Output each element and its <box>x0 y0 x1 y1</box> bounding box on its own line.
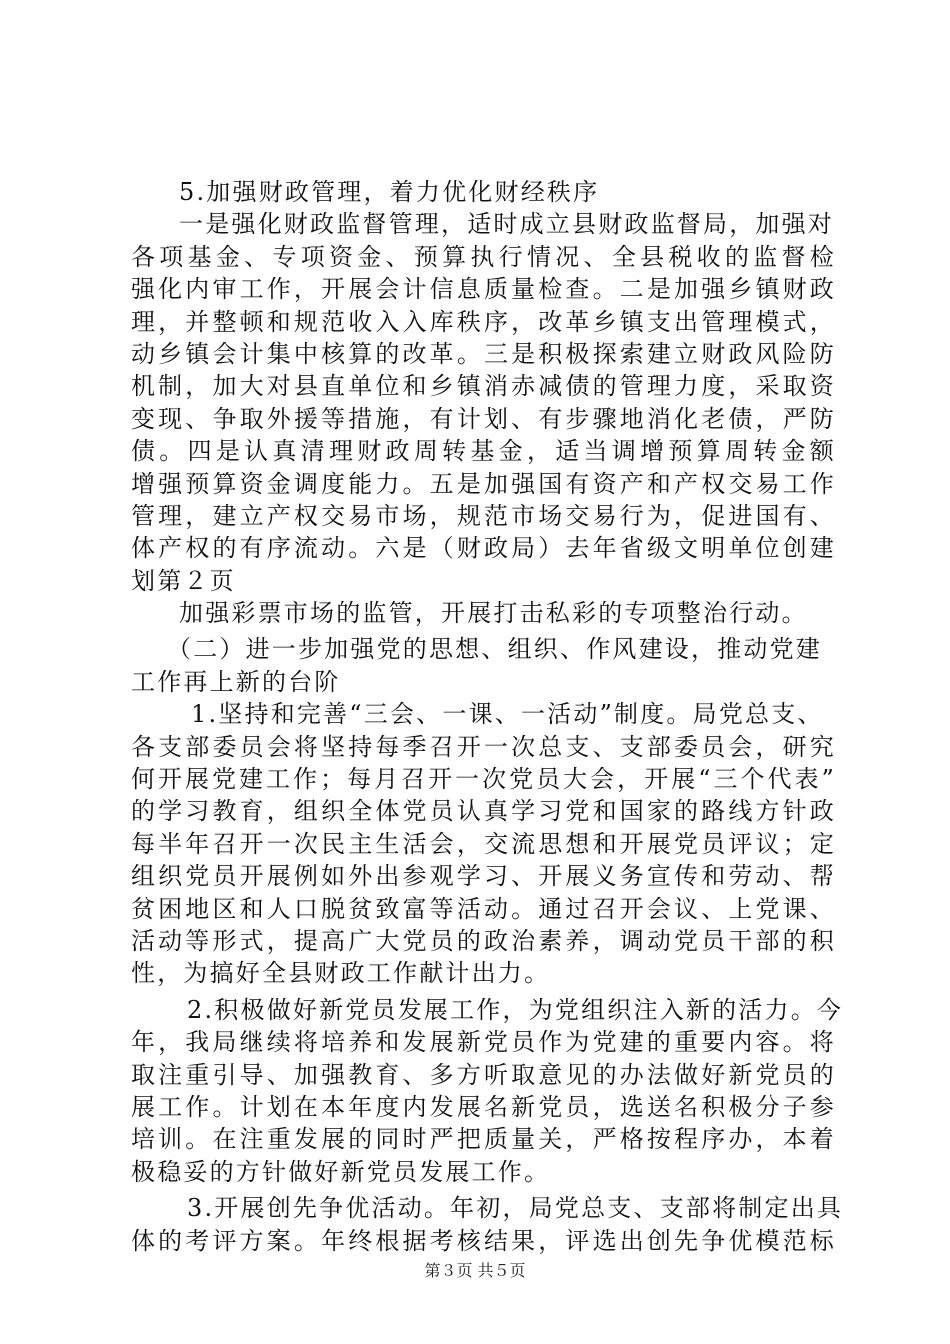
paragraph-line: 每半年召开一次民主生活会，交流思想和开展党员评议；定 <box>131 829 836 858</box>
paragraph-line: 展工作。计划在本年度内发展名新党员，选送名积极分子参 <box>131 1092 836 1121</box>
paragraph-line: 取注重引导、加强教育、多方听取意见的办法做好新党员的 <box>131 1060 836 1089</box>
paragraph-line: 增强预算资金调度能力。五是加强国有资产和产权交易工作 <box>131 469 836 498</box>
item-heading-3: 3.开展创先争优活动。年初，局党总支、支部将制定出具 <box>187 1194 844 1223</box>
paragraph-line: 一是强化财政监督管理，适时成立县财政监督局，加强对 <box>179 210 834 239</box>
paragraph-line: 管理，建立产权交易市场，规范市场交易行为，促进国有、 <box>131 501 836 530</box>
paragraph-line: 加强彩票市场的监管，开展打击私彩的专项整治行动。 <box>179 599 808 628</box>
paragraph-line: 各支部委员会将坚持每季召开一次总支、支部委员会，研究 <box>131 732 836 761</box>
paragraph-line: 变现、争取外援等措施，有计划、有步骤地消化老债，严防 <box>131 404 836 433</box>
item-heading-1: 1.坚持和完善“三会、一课、一活动”制度。局党总支、 <box>191 700 824 729</box>
paragraph-line: 体的考评方案。年终根据考核结果，评选出创先争优模范标 <box>131 1226 836 1255</box>
paragraph-line: 活动等形式，提高广大党员的政治素养，调动党员干部的积 <box>131 926 836 955</box>
paragraph-line: 贫困地区和人口脱贫致富等活动。通过召开会议、上党课、 <box>131 894 836 923</box>
paragraph-line: 培训。在注重发展的同时严把质量关，严格按程序办，本着 <box>131 1125 836 1154</box>
section-heading-5: 5.加强财政管理，着力优化财经秩序 <box>179 178 600 206</box>
paragraph-line: 强化内审工作，开展会计信息质量检查。二是加强乡镇财政 <box>131 275 836 304</box>
document-body <box>131 176 844 1257</box>
section-heading-2-cont: 工作再上新的台阶 <box>131 667 341 696</box>
paragraph-line: 划第２页 <box>131 566 236 595</box>
item-heading-2: 2.积极做好新党员发展工作，为党组织注入新的活力。今 <box>187 995 844 1024</box>
paragraph-line: 何开展党建工作；每月召开一次党员大会，开展“三个代表” <box>131 765 836 794</box>
paragraph-line: 动乡镇会计集中核算的改革。三是积极探索建立财政风险防 <box>131 339 836 368</box>
paragraph-line: 极稳妥的方针做好新党员发展工作。 <box>131 1157 551 1186</box>
paragraph-line: 理，并整顿和规范收入入库秩序，改革乡镇支出管理模式， <box>131 307 836 336</box>
section-heading-2: （二）进一步加强党的思想、组织、作风建设，推动党建 <box>167 635 822 664</box>
paragraph-line: 性，为搞好全县财政工作献计出力。 <box>131 959 551 988</box>
paragraph-line: 的学习教育，组织全体党员认真学习党和国家的路线方针政 <box>131 797 836 826</box>
page-footer: 第３页 共５页 <box>424 1261 526 1280</box>
paragraph-line: 组织党员开展例如外出参观学习、开展义务宣传和劳动、帮 <box>131 862 836 891</box>
paragraph-line: 机制，加大对县直单位和乡镇消赤减债的管理力度，采取资 <box>131 372 836 401</box>
paragraph-line: 债。四是认真清理财政周转基金，适当调增预算周转金额 <box>131 437 836 466</box>
paragraph-line: 年，我局继续将培养和发展新党员作为党建的重要内容。将 <box>131 1028 836 1057</box>
paragraph-line: 体产权的有序流动。六是（财政局）去年省级文明单位创建 <box>131 534 836 563</box>
paragraph-line: 各项基金、专项资金、预算执行情况、全县税收的监督检 <box>131 242 836 271</box>
